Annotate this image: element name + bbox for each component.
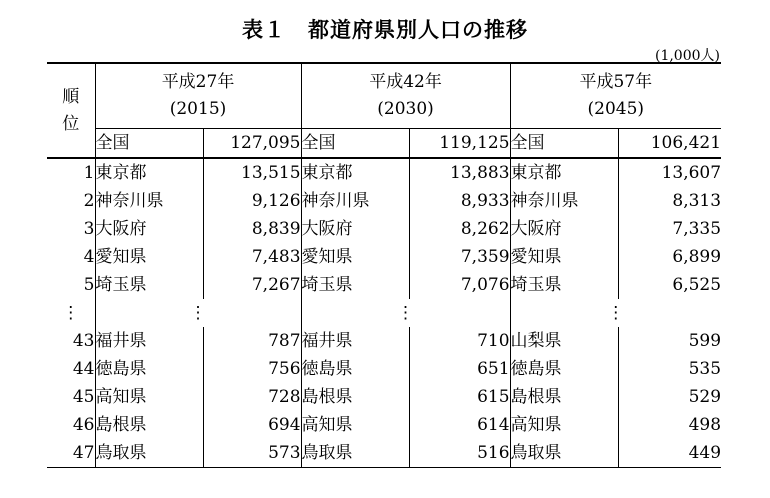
table-row xyxy=(47,411,721,439)
rank-cell: 47 xyxy=(47,439,95,468)
ellipsis-row xyxy=(47,299,721,327)
population-value: 8,313 xyxy=(618,187,721,215)
prefecture-name: 神奈川県 xyxy=(301,187,409,215)
prefecture-name: 島根県 xyxy=(301,383,409,411)
period-header: 平成57年 (2045) xyxy=(510,63,721,129)
population-value: 7,483 xyxy=(203,243,301,271)
rank-cell: 2 xyxy=(83,191,95,211)
ellipsis-cell: ⋮ xyxy=(95,299,301,327)
prefecture-name: 神奈川県 xyxy=(510,187,618,215)
ellipsis-cell: ⋮ xyxy=(62,303,80,323)
population-value: 787 xyxy=(203,327,301,355)
prefecture-name: 徳島県 xyxy=(95,355,203,383)
total-label: 全国 xyxy=(95,129,203,159)
national-total-row xyxy=(47,129,721,159)
population-value: 710 xyxy=(409,327,510,355)
prefecture-name: 神奈川県 xyxy=(95,187,203,215)
prefecture-name: 鳥取県 xyxy=(95,439,203,468)
population-value: 694 xyxy=(203,411,301,439)
prefecture-name: 東京都 xyxy=(510,158,618,187)
total-label: 全国 xyxy=(510,129,618,159)
prefecture-name: 埼玉県 xyxy=(510,271,618,299)
prefecture-name: 福井県 xyxy=(95,327,203,355)
prefecture-name: 埼玉県 xyxy=(95,271,203,299)
population-value: 728 xyxy=(203,383,301,411)
table-row xyxy=(47,187,721,215)
rank-cell: 1 xyxy=(83,163,95,183)
prefecture-name: 鳥取県 xyxy=(301,439,409,468)
period-header: 平成27年 (2015) xyxy=(95,63,301,129)
population-value: 13,607 xyxy=(618,158,721,187)
prefecture-name: 大阪府 xyxy=(301,215,409,243)
population-value: 13,515 xyxy=(203,158,301,187)
population-value: 6,525 xyxy=(618,271,721,299)
ellipsis-cell: ⋮ xyxy=(510,299,721,327)
table-row xyxy=(47,439,721,468)
population-value: 599 xyxy=(618,327,721,355)
population-value: 8,839 xyxy=(203,215,301,243)
prefecture-name: 東京都 xyxy=(301,158,409,187)
total-value: 127,095 xyxy=(203,129,301,159)
ellipsis-cell: ⋮ xyxy=(301,299,510,327)
population-value: 13,883 xyxy=(409,158,510,187)
table-row xyxy=(47,158,721,187)
prefecture-name: 愛知県 xyxy=(95,243,203,271)
prefecture-name: 東京都 xyxy=(95,158,203,187)
unit-label: (1,000人) xyxy=(654,48,720,64)
population-value: 9,126 xyxy=(203,187,301,215)
table-row xyxy=(47,327,721,355)
population-value: 8,933 xyxy=(409,187,510,215)
prefecture-name: 徳島県 xyxy=(510,355,618,383)
population-value: 614 xyxy=(409,411,510,439)
prefecture-name: 高知県 xyxy=(510,411,618,439)
prefecture-name: 埼玉県 xyxy=(301,271,409,299)
table-row xyxy=(47,243,721,271)
prefecture-name: 大阪府 xyxy=(95,215,203,243)
header-row xyxy=(47,63,721,129)
population-value: 535 xyxy=(618,355,721,383)
table-row xyxy=(47,355,721,383)
population-value: 651 xyxy=(409,355,510,383)
population-value: 8,262 xyxy=(409,215,510,243)
prefecture-name: 高知県 xyxy=(95,383,203,411)
prefecture-name: 徳島県 xyxy=(301,355,409,383)
prefecture-name: 大阪府 xyxy=(510,215,618,243)
total-label: 全国 xyxy=(301,129,409,159)
population-value: 7,359 xyxy=(409,243,510,271)
population-value: 7,267 xyxy=(203,271,301,299)
rank-cell: 43 xyxy=(72,331,95,351)
rank-cell: 3 xyxy=(83,219,95,239)
population-value: 7,076 xyxy=(409,271,510,299)
population-value: 529 xyxy=(618,383,721,411)
population-value: 7,335 xyxy=(618,215,721,243)
population-value: 498 xyxy=(618,411,721,439)
rank-cell: 45 xyxy=(72,387,95,407)
population-value: 516 xyxy=(409,439,510,468)
population-value: 449 xyxy=(618,439,721,468)
period-header: 平成42年 (2030) xyxy=(301,63,510,129)
population-value: 6,899 xyxy=(618,243,721,271)
rank-cell: 5 xyxy=(83,275,95,295)
table-row xyxy=(47,271,721,299)
prefecture-name: 島根県 xyxy=(95,411,203,439)
population-value: 756 xyxy=(203,355,301,383)
prefecture-name: 愛知県 xyxy=(301,243,409,271)
table-row xyxy=(47,215,721,243)
total-value: 106,421 xyxy=(618,129,721,159)
rank-cell: 46 xyxy=(72,415,95,435)
total-value: 119,125 xyxy=(409,129,510,159)
prefecture-name: 高知県 xyxy=(301,411,409,439)
table-row xyxy=(47,383,721,411)
prefecture-name: 島根県 xyxy=(510,383,618,411)
prefecture-name: 鳥取県 xyxy=(510,439,618,468)
rank-header: 順 位 xyxy=(47,63,95,158)
population-value: 615 xyxy=(409,383,510,411)
population-table xyxy=(47,62,721,468)
population-value: 573 xyxy=(203,439,301,468)
prefecture-name: 山梨県 xyxy=(510,327,618,355)
table-title: 表１ 都道府県別人口の推移 xyxy=(242,18,528,42)
prefecture-name: 愛知県 xyxy=(510,243,618,271)
rank-cell: 44 xyxy=(72,359,95,379)
rank-cell: 4 xyxy=(83,247,95,267)
prefecture-name: 福井県 xyxy=(301,327,409,355)
